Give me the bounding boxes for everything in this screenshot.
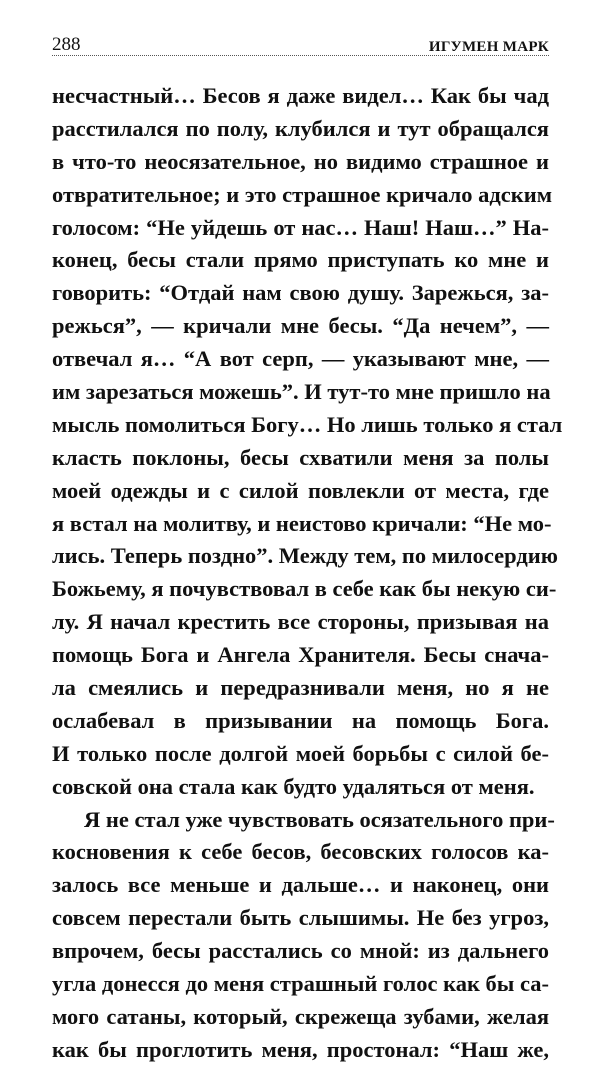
text-line: ла смеялись и передразнивали меня, но я не: [52, 675, 549, 701]
text-line: отвечал я… “А вот серп, — указывают мне, —: [52, 346, 549, 372]
text-line: совсем перестали быть слышимы. Не без угроз,: [52, 905, 549, 931]
text-line: я встал на молитву, и неистово кричали: “Не мо-: [52, 510, 552, 536]
text-line: голосом: “Не уйдешь от нас… Наш! Наш…” На-: [52, 214, 549, 240]
text-line: помощь Бога и Ангела Хранителя. Бесы снача-: [52, 642, 549, 668]
text-line: моей одежды и с силой повлекли от места, где: [52, 477, 549, 503]
text-line: залось все меньше и дальше… и наконец, они: [52, 872, 549, 898]
text-line: впрочем, бесы расстались со мной: из дальнего: [52, 938, 549, 964]
header-rule: [52, 55, 549, 56]
text-line: говорить: “Отдай нам свою душу. Зарежься, за-: [52, 280, 549, 306]
body-text: [52, 80, 563, 1067]
text-line: мысль помолиться Богу… Но лишь только я стал: [52, 411, 563, 437]
text-line: отвратительное; и это страшное кричало адским: [52, 181, 553, 207]
text-line: ослабевал в призывании на помощь Бога.: [52, 707, 549, 733]
text-line: мого сатаны, который, скрежеща зубами, желая: [52, 1003, 549, 1029]
text-line: косновения к себе бесов, бесовских голосов ка-: [52, 839, 549, 865]
text-line: как бы проглотить меня, простонал: “Наш же,: [52, 1036, 549, 1062]
text-line: класть поклоны, бесы схватили меня за полы: [52, 444, 549, 470]
text-line: угла донесся до меня страшный голос как бы са-: [52, 971, 549, 997]
text-line: режься”, — кричали мне бесы. “Да нечем”, —: [52, 313, 549, 339]
text-line: расстилался по полу, клубился и тут обращался: [52, 115, 549, 141]
text-line: Божьему, я почувствовал в себе как бы некую си-: [52, 576, 557, 602]
text-line: совской она стала как будто удаляться от меня.: [52, 773, 535, 799]
page-number: 288: [52, 34, 81, 55]
page-header: [52, 36, 549, 54]
text-line: лись. Теперь поздно”. Между тем, по милосердию: [52, 543, 558, 569]
text-line: несчастный… Бесов я даже видел… Как бы чад: [52, 83, 549, 108]
running-title: ИГУМЕН МАРК: [428, 39, 549, 55]
text-line: конец, бесы стали прямо приступать ко мне и: [52, 247, 549, 273]
text-line: Я не стал уже чувствовать осязательного при-: [84, 806, 555, 832]
text-line: им зарезаться можешь”. И тут-то мне пришло на: [52, 379, 551, 405]
text-line: лу. Я начал крестить все стороны, призывая на: [52, 609, 549, 635]
text-line: И только после долгой моей борьбы с силой бе-: [52, 740, 549, 766]
text-line: в что-то неосязательное, но видимо страшное и: [52, 148, 549, 174]
